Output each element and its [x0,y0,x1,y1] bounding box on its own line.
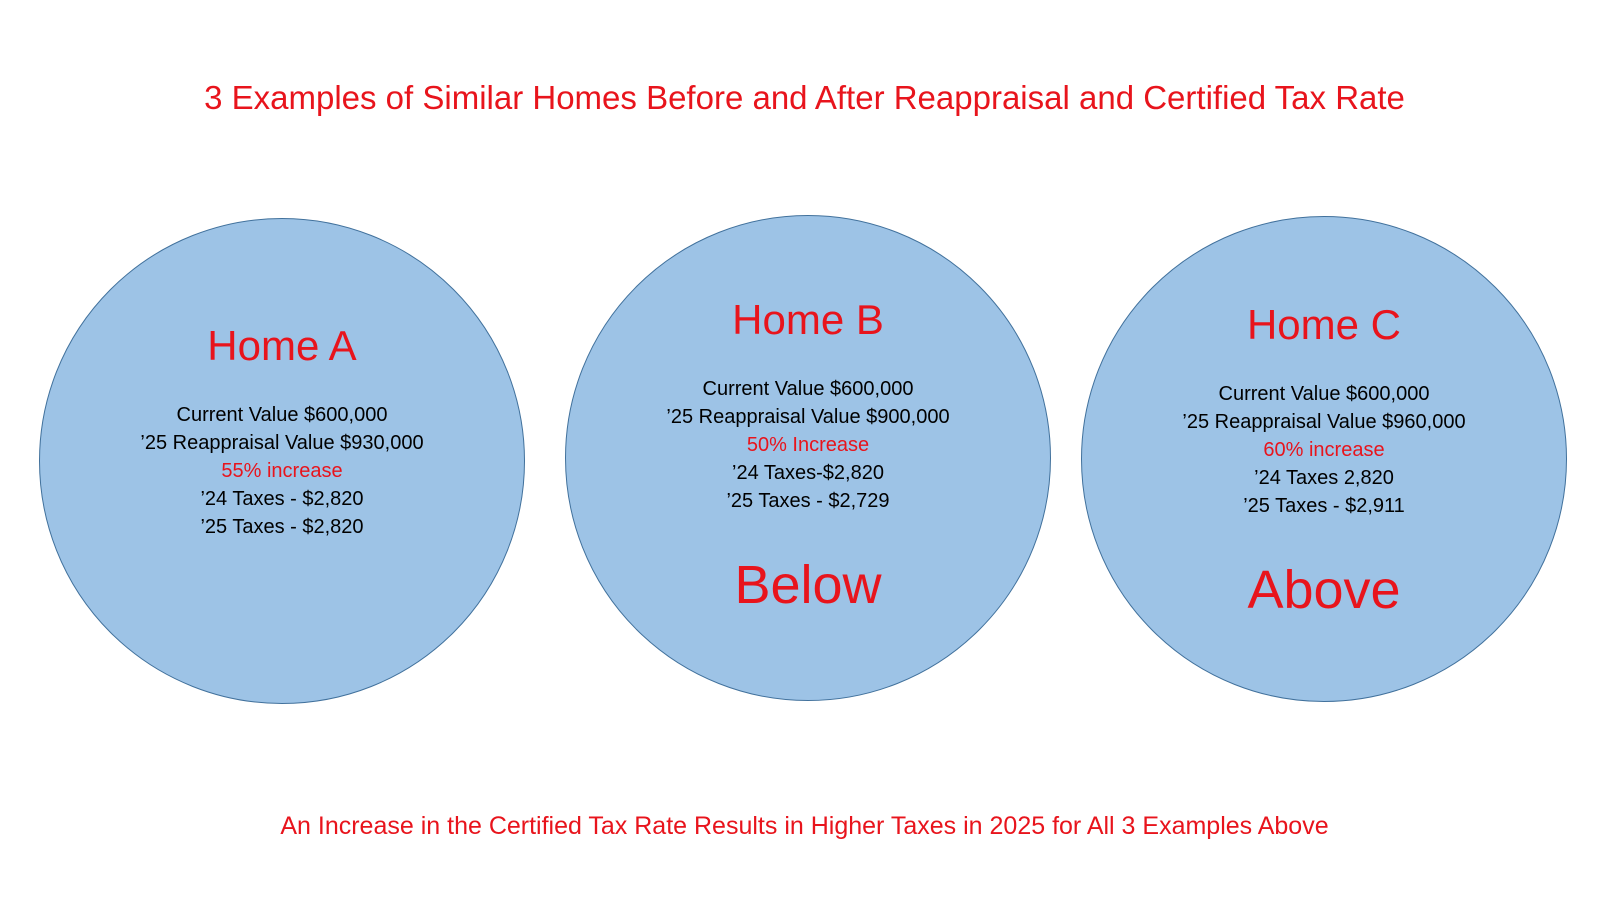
slide-title: 3 Examples of Similar Homes Before and After Reappraisal and Certified Tax Rate [204,79,1405,116]
home-c-circle [1081,216,1567,702]
home-c-taxes-24: ’24 Taxes 2,820 [1254,467,1394,489]
home-b-taxes-25: ’25 Taxes - $2,729 [726,490,890,512]
home-b-verdict: Below [734,555,882,615]
home-c-reappraisal-value: ’25 Reappraisal Value $960,000 [1182,411,1466,433]
home-a-reappraisal-value: ’25 Reappraisal Value $930,000 [140,432,424,454]
home-b-content [566,295,1050,617]
home-c-title: Home C [1246,301,1402,348]
home-a-current-value: Current Value $600,000 [176,404,388,426]
home-c-taxes-25: ’25 Taxes - $2,911 [1243,495,1405,517]
home-b-circle [565,215,1051,701]
home-a-title: Home A [207,322,357,369]
slide-footer: An Increase in the Certified Tax Rate Results in Higher Taxes in 2025 for All 3 Examples Above [280,812,1329,840]
home-b-reappraisal-value: ’25 Reappraisal Value $900,000 [666,406,950,428]
home-c-verdict: Above [1247,560,1401,620]
home-c-current-value: Current Value $600,000 [1218,383,1430,405]
home-c-content [1082,300,1566,622]
home-a-taxes-25: ’25 Taxes - $2,820 [200,516,364,538]
home-b-taxes-24: ’24 Taxes-$2,820 [732,462,884,484]
home-a-content [40,321,524,541]
home-a-circle [39,218,525,704]
home-b-current-value: Current Value $600,000 [702,378,914,400]
home-a-taxes-24: ’24 Taxes - $2,820 [200,488,364,510]
home-c-increase: 60% increase [1263,439,1385,461]
home-a-increase: 55% increase [221,460,343,482]
home-b-increase: 50% Increase [746,434,870,456]
home-b-title: Home B [732,296,884,343]
